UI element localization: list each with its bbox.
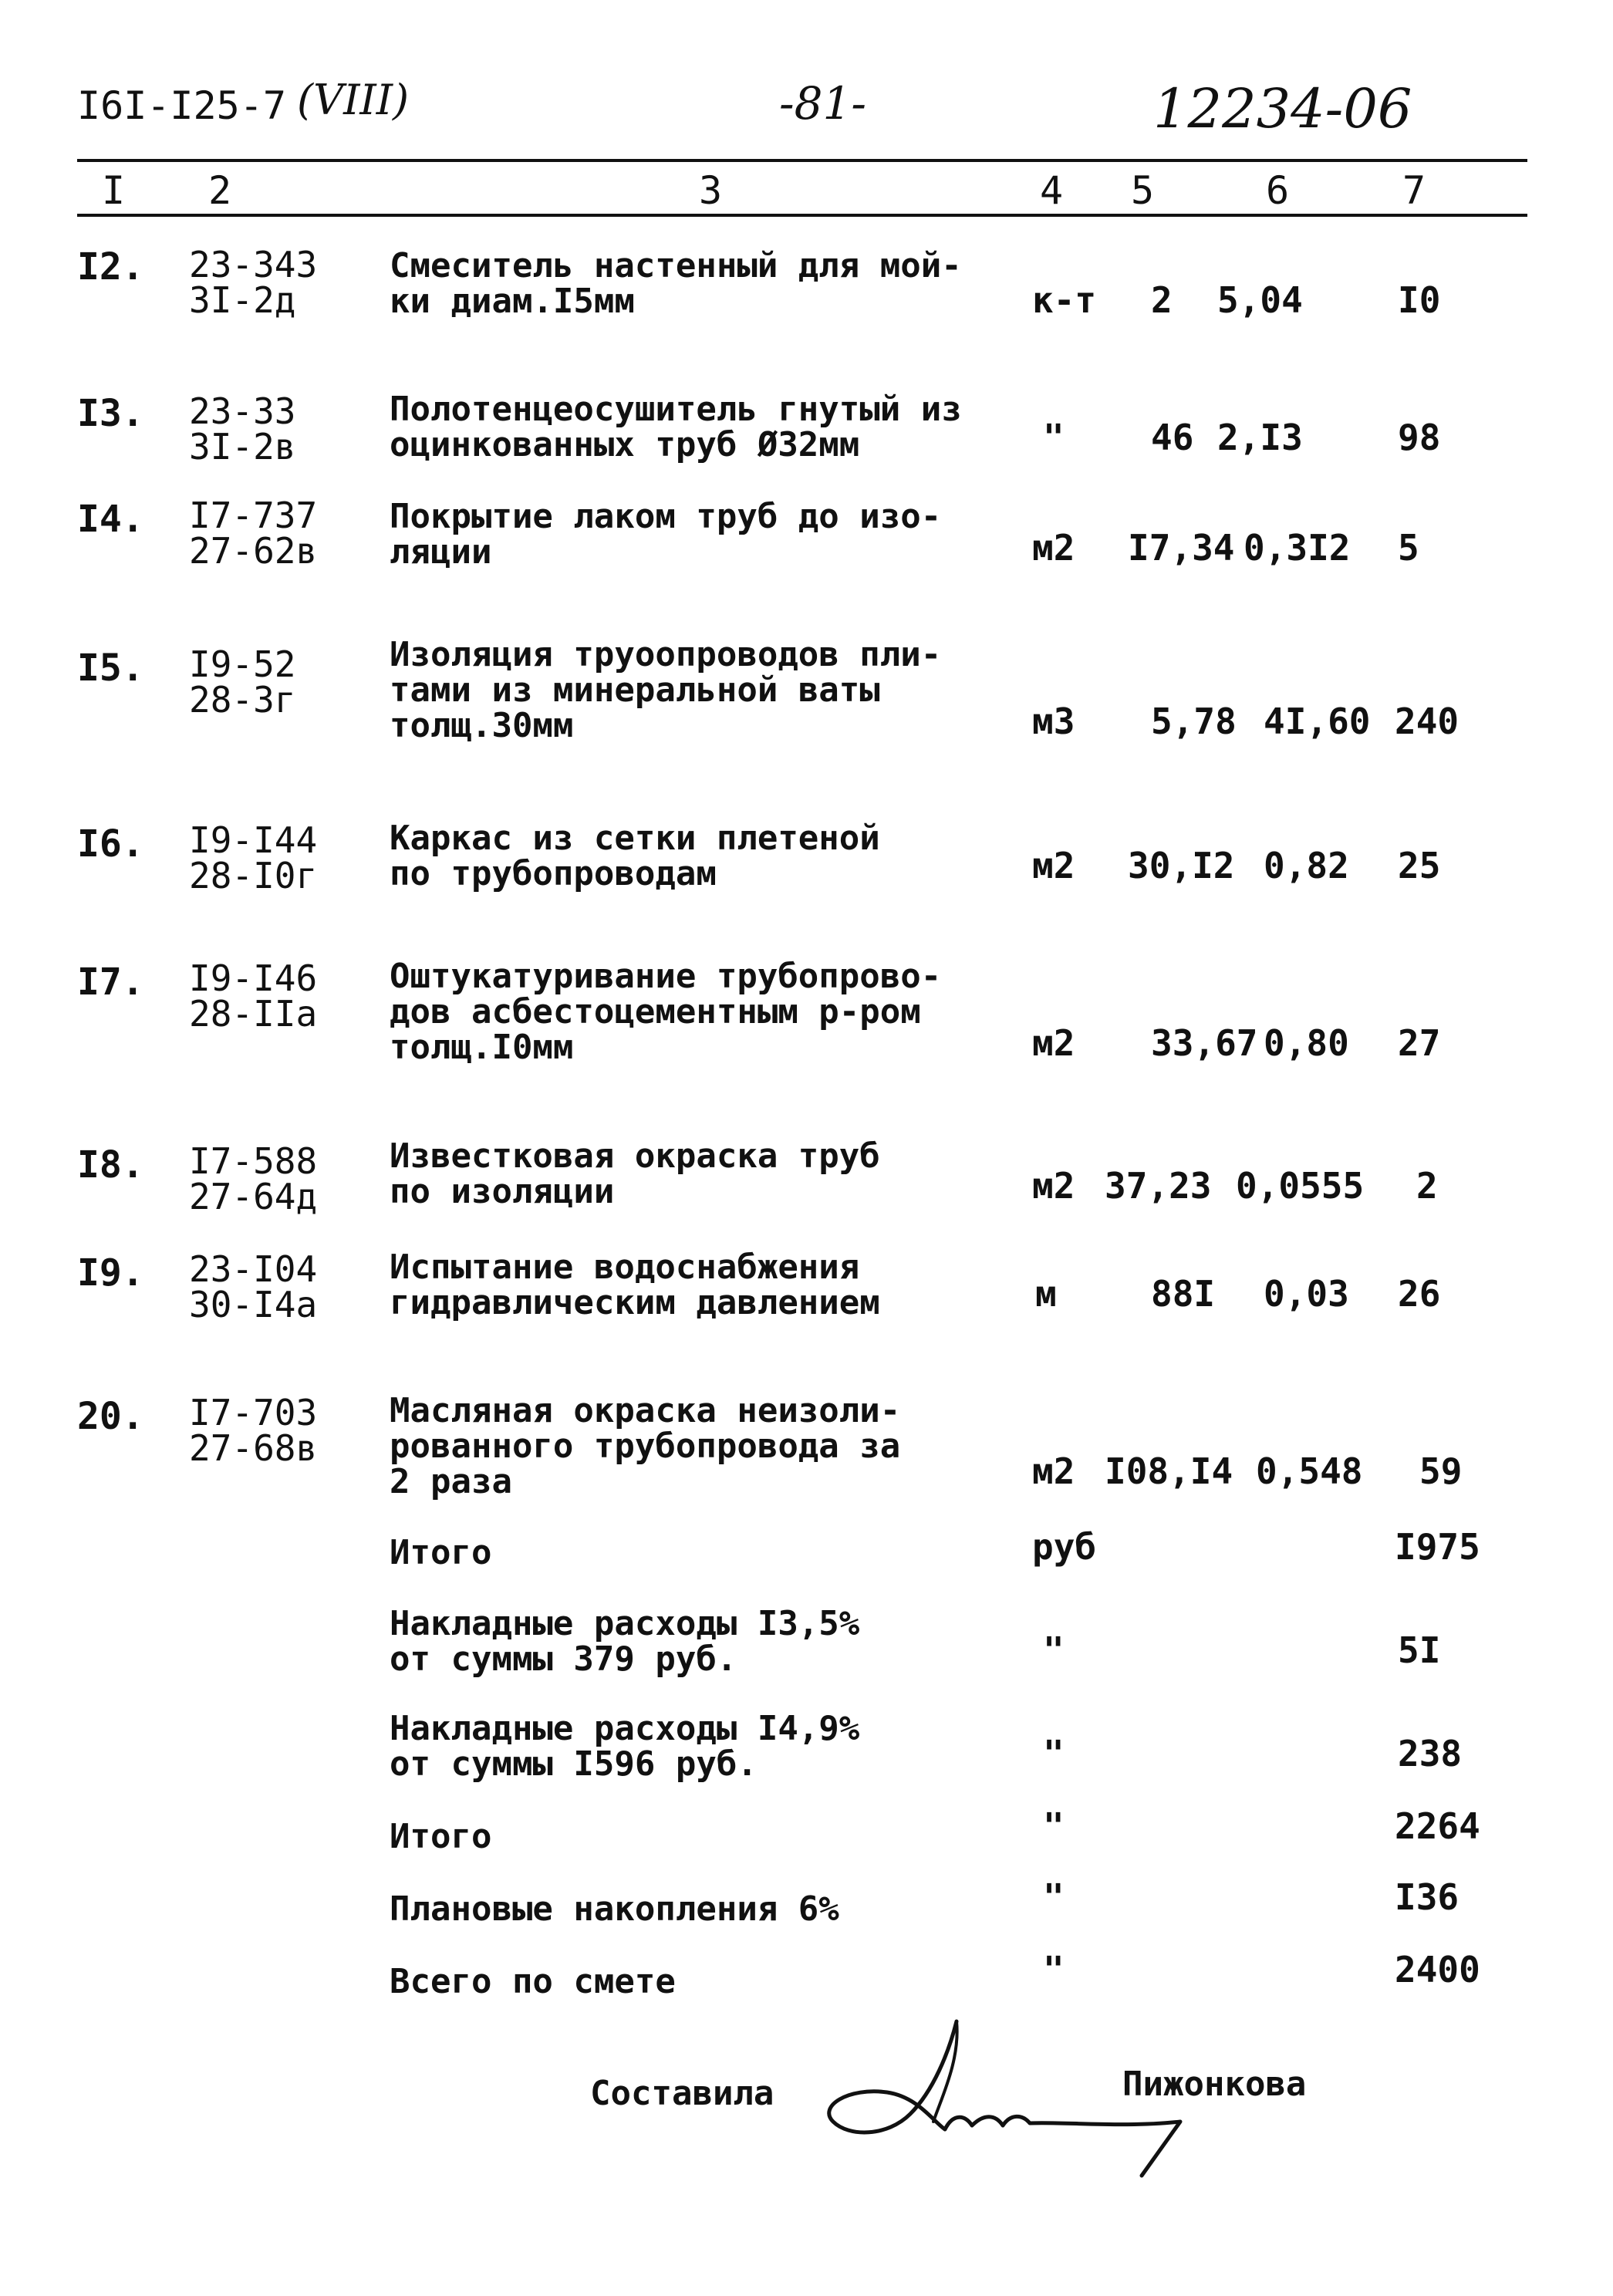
column-header-2: 2 bbox=[208, 168, 232, 213]
grand-total-label: Всего по смете bbox=[390, 1962, 676, 2001]
total-cost: I0 bbox=[1398, 279, 1441, 321]
summary-unit: руб bbox=[1032, 1526, 1097, 1568]
row-number: I5. bbox=[77, 647, 144, 690]
unit-price: 2,I3 bbox=[1217, 417, 1303, 458]
quantity: 88I bbox=[1151, 1273, 1216, 1315]
work-description-line: по трубопроводам bbox=[390, 854, 717, 893]
unit: " bbox=[1043, 417, 1065, 458]
norm-code: I7-703 bbox=[189, 1392, 318, 1433]
unit: м bbox=[1035, 1273, 1057, 1315]
work-description-line: Испытание водоснабжения bbox=[390, 1248, 860, 1287]
price-code: 30-I4а bbox=[189, 1284, 318, 1325]
norm-code: I7-588 bbox=[189, 1140, 318, 1182]
quantity: 5,78 bbox=[1151, 701, 1237, 742]
grand-total-value: 2400 bbox=[1395, 1949, 1480, 1990]
unit: м2 bbox=[1032, 1022, 1075, 1064]
price-code: 28-I0г bbox=[189, 855, 318, 896]
unit: м2 bbox=[1032, 1450, 1075, 1492]
unit-price: 0,3I2 bbox=[1243, 527, 1351, 569]
unit: м2 bbox=[1032, 527, 1075, 569]
overhead-value: 238 bbox=[1398, 1733, 1463, 1774]
quantity: 2 bbox=[1151, 279, 1173, 321]
unit: к-т bbox=[1032, 279, 1097, 321]
total-cost: 27 bbox=[1398, 1022, 1441, 1064]
unit-price: 0,82 bbox=[1264, 845, 1349, 886]
summary-unit: " bbox=[1043, 1949, 1065, 1990]
work-description-line: толщ.I0мм bbox=[390, 1028, 574, 1067]
quantity: 46 bbox=[1151, 417, 1194, 458]
unit: м2 bbox=[1032, 1165, 1075, 1207]
norm-code: 23-33 bbox=[189, 390, 296, 432]
norm-code: 23-I04 bbox=[189, 1248, 318, 1290]
price-code: 3I-2в bbox=[189, 426, 296, 468]
work-description-line: Известковая окраска труб bbox=[390, 1136, 880, 1176]
header-top-rule bbox=[77, 159, 1527, 162]
price-code: 27-64д bbox=[189, 1176, 318, 1217]
subtotal-value: I975 bbox=[1395, 1526, 1480, 1568]
unit: м3 bbox=[1032, 701, 1075, 742]
summary-unit: " bbox=[1043, 1876, 1065, 1918]
summary-unit: " bbox=[1043, 1805, 1065, 1847]
quantity: I08,I4 bbox=[1105, 1450, 1233, 1492]
summary-unit: " bbox=[1043, 1629, 1065, 1671]
overhead-label-line: от суммы 379 руб. bbox=[390, 1639, 737, 1679]
unit-price: 5,04 bbox=[1217, 279, 1303, 321]
column-header-1: I bbox=[102, 168, 126, 213]
total-cost: 240 bbox=[1395, 701, 1459, 742]
price-code: 28-3г bbox=[189, 679, 296, 721]
summary-unit: " bbox=[1043, 1733, 1065, 1774]
work-description-line: Покрытие лаком труб до изо- bbox=[390, 497, 942, 536]
quantity: 30,I2 bbox=[1128, 845, 1235, 886]
row-number: I7. bbox=[77, 961, 144, 1004]
work-description-line: толщ.30мм bbox=[390, 706, 574, 745]
total-cost: 2 bbox=[1416, 1165, 1438, 1207]
work-description-line: дов асбестоцементным р-ром bbox=[390, 992, 921, 1032]
subtotal-label: Итого bbox=[390, 1533, 492, 1572]
planned-savings-label: Плановые накопления 6% bbox=[390, 1889, 839, 1929]
work-description-line: оцинкованных труб Ø32мм bbox=[390, 425, 860, 464]
norm-code: I9-I44 bbox=[189, 819, 318, 861]
row-number: I8. bbox=[77, 1143, 144, 1187]
column-header-6: 6 bbox=[1266, 168, 1290, 213]
norm-code: I7-737 bbox=[189, 495, 318, 536]
row-number: I6. bbox=[77, 822, 144, 866]
overhead-value: 5I bbox=[1398, 1629, 1441, 1671]
column-header-5: 5 bbox=[1131, 168, 1155, 213]
work-description-line: Полотенцеосушитель гнутый из bbox=[390, 390, 962, 429]
header-bottom-rule bbox=[77, 214, 1527, 217]
work-description-line: Оштукатуривание трубопрово- bbox=[390, 957, 942, 996]
work-description-line: Каркас из сетки плетеной bbox=[390, 819, 880, 858]
overhead-label-line: Накладные расходы I4,9% bbox=[390, 1709, 860, 1748]
total-cost: 98 bbox=[1398, 417, 1441, 458]
work-description-line: Изоляция труоопроводов пли- bbox=[390, 635, 942, 674]
price-code: 28-IIа bbox=[189, 993, 318, 1035]
column-header-4: 4 bbox=[1040, 168, 1064, 213]
row-number: I3. bbox=[77, 392, 144, 435]
work-description-line: ки диам.I5мм bbox=[390, 282, 635, 321]
compiled-by-label: Составила bbox=[590, 2074, 774, 2113]
column-header-3: 3 bbox=[699, 168, 723, 213]
row-number: I4. bbox=[77, 498, 144, 541]
work-description-line: тами из минеральной ваты bbox=[390, 670, 880, 710]
row-number: 20. bbox=[77, 1395, 144, 1438]
total-cost: 5 bbox=[1398, 527, 1419, 569]
document-part: (VIII) bbox=[297, 76, 410, 124]
work-description-line: по изоляции bbox=[390, 1172, 615, 1211]
norm-code: I9-52 bbox=[189, 643, 296, 685]
unit: м2 bbox=[1032, 845, 1075, 886]
unit-price: 0,80 bbox=[1264, 1022, 1349, 1064]
row-number: I2. bbox=[77, 245, 144, 289]
unit-price: 0,548 bbox=[1256, 1450, 1363, 1492]
price-code: 3I-2д bbox=[189, 279, 296, 321]
overhead-label-line: Накладные расходы I3,5% bbox=[390, 1604, 860, 1643]
quantity: 33,67 bbox=[1151, 1022, 1258, 1064]
project-number: 12234-06 bbox=[1153, 77, 1412, 140]
quantity: I7,34 bbox=[1128, 527, 1235, 569]
total-cost: 26 bbox=[1398, 1273, 1441, 1315]
total-cost: 25 bbox=[1398, 845, 1441, 886]
work-description-line: 2 раза bbox=[390, 1462, 512, 1501]
planned-savings-value: I36 bbox=[1395, 1876, 1459, 1918]
price-code: 27-68в bbox=[189, 1427, 318, 1469]
unit-price: 0,0555 bbox=[1236, 1165, 1365, 1207]
subtotal-label: Итого bbox=[390, 1817, 492, 1856]
overhead-label-line: от суммы I596 руб. bbox=[390, 1744, 758, 1784]
norm-code: I9-I46 bbox=[189, 957, 318, 999]
total-cost: 59 bbox=[1419, 1450, 1463, 1492]
subtotal-value: 2264 bbox=[1395, 1805, 1480, 1847]
norm-code: 23-343 bbox=[189, 244, 318, 285]
quantity: 37,23 bbox=[1105, 1165, 1212, 1207]
page-number: -81- bbox=[779, 77, 866, 130]
work-description-line: рованного трубопровода за bbox=[390, 1427, 901, 1466]
column-header-7: 7 bbox=[1402, 168, 1426, 213]
work-description-line: ляции bbox=[390, 532, 492, 572]
price-code: 27-62в bbox=[189, 530, 318, 572]
row-number: I9. bbox=[77, 1251, 144, 1295]
unit-price: 4I,60 bbox=[1264, 701, 1371, 742]
compiler-name: Пижонкова bbox=[1122, 2065, 1307, 2104]
work-description-line: Смеситель настенный для мой- bbox=[390, 246, 962, 285]
work-description-line: гидравлическим давлением bbox=[390, 1283, 880, 1322]
unit-price: 0,03 bbox=[1264, 1273, 1349, 1315]
work-description-line: Масляная окраска неизоли- bbox=[390, 1391, 901, 1430]
document-code: I6I-I25-7 bbox=[77, 83, 286, 128]
